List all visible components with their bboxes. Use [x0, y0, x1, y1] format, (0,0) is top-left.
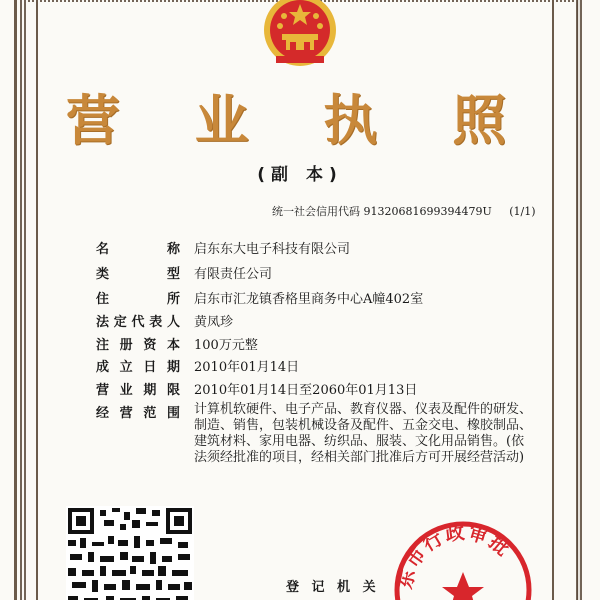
credit-code-line: [272, 203, 536, 219]
field-value: 2010年01月14日至2060年01月13日: [194, 383, 418, 398]
field-row-business-term: [96, 379, 417, 398]
field-row-business-scope: [96, 402, 180, 421]
field-row-type: [96, 263, 272, 282]
seal-text: 东市行政审批: [394, 521, 515, 591]
field-label: 注册资本: [96, 338, 180, 353]
field-row-legal-representative: [96, 311, 233, 330]
field-label: 营业期限: [96, 383, 180, 398]
field-label: 类型: [96, 267, 180, 282]
field-value: 2010年01月14日: [194, 360, 300, 375]
field-row-registered-capital: [96, 334, 258, 353]
field-row-address: [96, 288, 423, 307]
field-label: 住所: [96, 292, 180, 307]
field-value: 启东东大电子科技有限公司: [194, 242, 351, 257]
document-title: 营 业 执 照: [65, 89, 535, 152]
seal-star-icon: [442, 572, 484, 600]
field-value: 有限责任公司: [194, 267, 273, 282]
official-seal: [388, 510, 538, 600]
field-label: 名称: [96, 242, 180, 257]
business-scope-value: 计算机软硬件、电子产品、教育仪器、仪表及配件的研发、制造、销售，包装机械设备及配件、五金交电、橡胶制品、建筑材料、家用电器、纺织品、服装、文化用品销售。(依法须经批准的项目，经相关部门批准后方可开展经营活动): [194, 402, 533, 465]
registration-authority-label: 登 记 机 关: [286, 580, 380, 595]
document-subtitle: (副 本): [257, 165, 343, 185]
national-emblem-icon: [250, 0, 350, 70]
field-value: 100万元整: [194, 338, 258, 353]
qr-code-icon: [66, 506, 194, 600]
field-row-establishment-date: [96, 356, 299, 375]
field-label: 成立日期: [96, 360, 180, 375]
field-label: 法定代表人: [96, 315, 180, 330]
field-row-name: [96, 238, 350, 257]
field-value: 黄凤珍: [194, 315, 234, 330]
credit-code-value: 91320681699394479U: [363, 205, 492, 218]
credit-code-label: 统一社会信用代码: [272, 205, 360, 218]
field-label: 经营范围: [96, 406, 180, 421]
page-indicator: (1/1): [509, 205, 536, 218]
field-value: 启东市汇龙镇香格里商务中心A幢402室: [194, 292, 424, 307]
